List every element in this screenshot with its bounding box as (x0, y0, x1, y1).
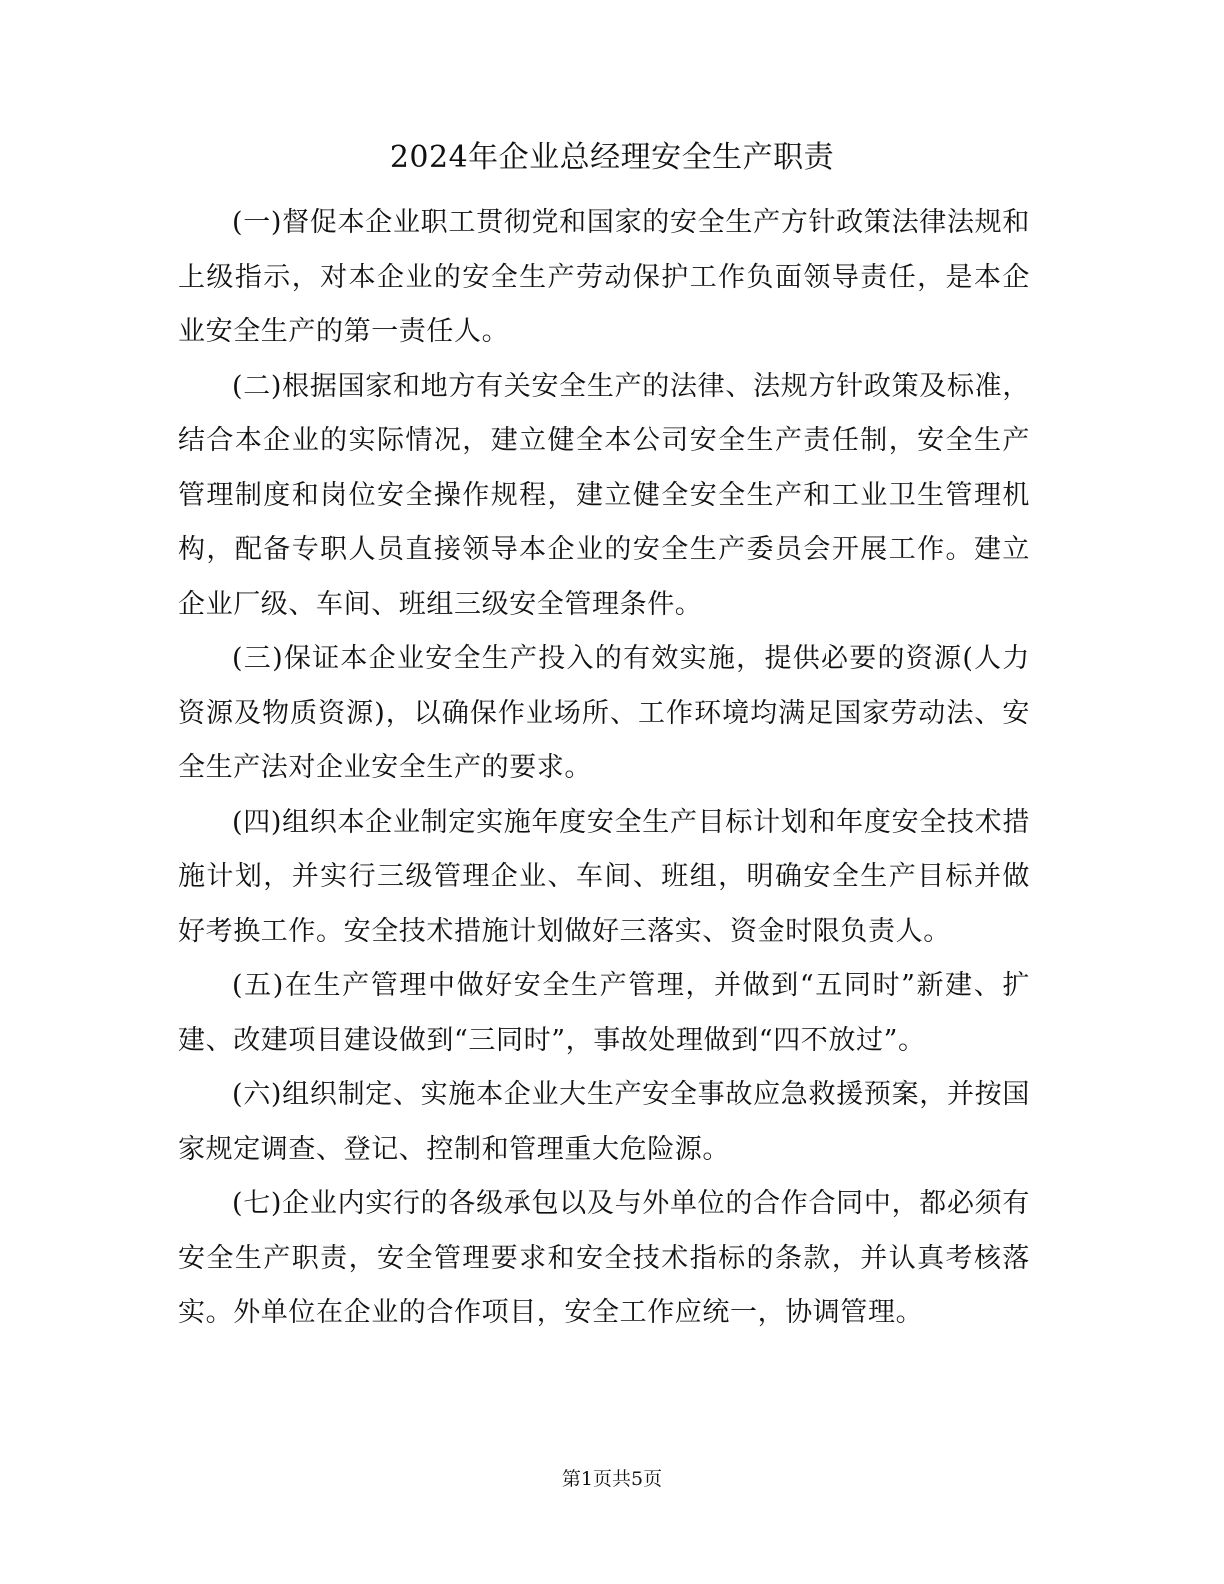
paragraph-4: (四)组织本企业制定实施年度安全生产目标计划和年度安全技术措施计划，并实行三级管理企业、车间、班组，明确安全生产目标并做好考换工作。安全技术措施计划做好三落实、资金时限负责人。 (178, 806, 1030, 947)
paragraph-2: (二)根据国家和地方有关安全生产的法律、法规方针政策及标准，结合本企业的实际情况，建立健全本公司安全生产责任制，安全生产管理制度和岗位安全操作规程，建立健全安全生产和工业卫生管理机构，配备专职人员直接领导本企业的安全生产委员会开展工作。建立企业厂级、车间、班组三级安全管理条件。 (178, 370, 1030, 620)
paragraph-7: (七)企业内实行的各级承包以及与外单位的合作合同中，都必须有安全生产职责，安全管理要求和安全技术指标的条款，并认真考核落实。外单位在企业的合作项目，安全工作应统一，协调管理。 (178, 1188, 1030, 1328)
document-body (178, 196, 1030, 1341)
paragraph-3: (三)保证本企业安全生产投入的有效实施，提供必要的资源(人力资源及物质资源)，以确保作业场所、工作环境均满足国家劳动法、安全生产法对企业安全生产的要求。 (178, 643, 1030, 783)
paragraph-6: (六)组织制定、实施本企业大生产安全事故应急救援预案，并按国家规定调查、登记、控制和管理重大危险源。 (178, 1079, 1030, 1165)
paragraph-1: (一)督促本企业职工贯彻党和国家的安全生产方针政策法律法规和上级指示，对本企业的安全生产劳动保护工作负面领导责任，是本企业安全生产的第一责任人。 (178, 207, 1030, 347)
page-number-footer: 第1页共5页 (561, 1468, 663, 1490)
document-title: 2024年企业总经理安全生产职责 (389, 140, 835, 175)
paragraph-5: (五)在生产管理中做好安全生产管理，并做到“五同时”新建、扩建、改建项目建设做到“三同时”，事故处理做到“四不放过”。 (178, 970, 1030, 1056)
